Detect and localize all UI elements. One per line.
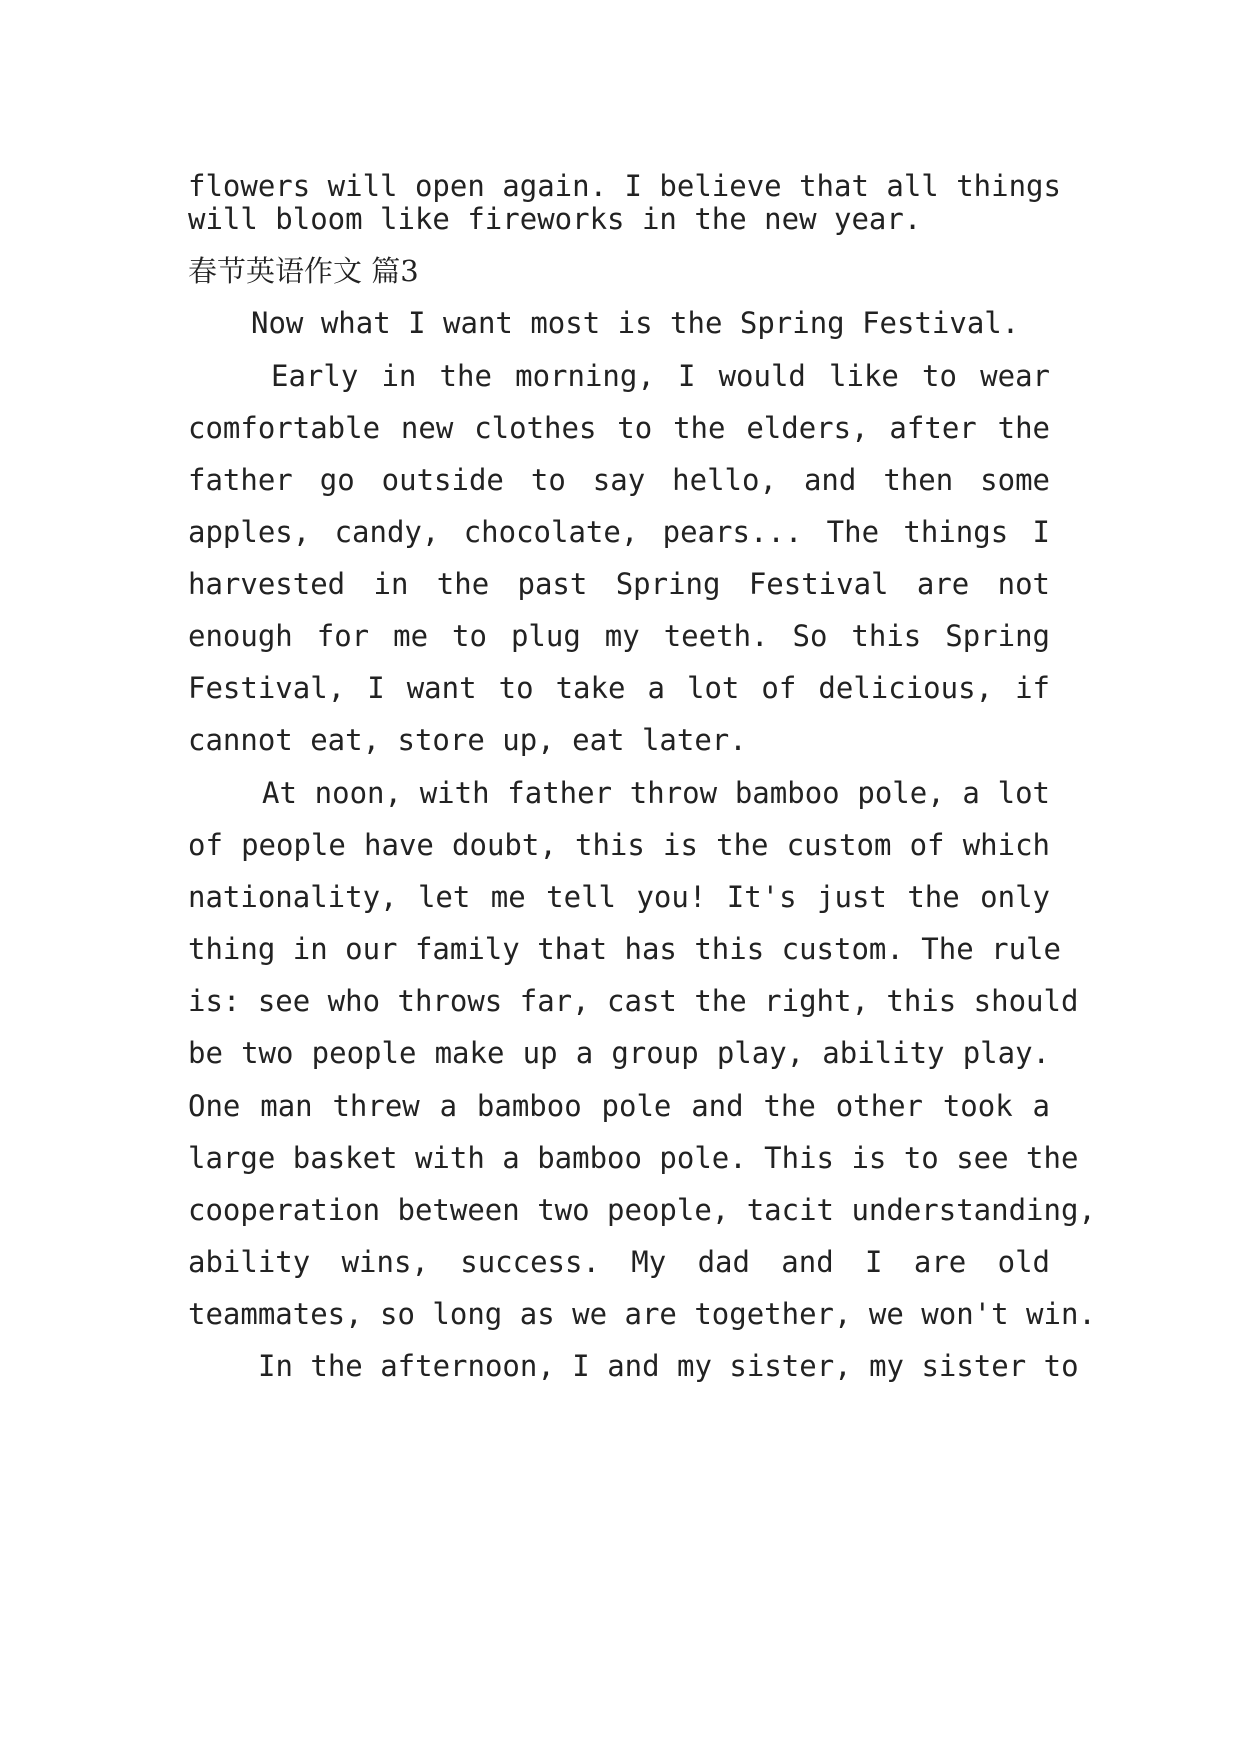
text-line: large basket with a bamboo pole. This is to see the [188,1141,1079,1175]
text-line: thing in our family that has this custom. The rule [188,932,1061,966]
section-heading: 春节英语作文 篇3 [188,254,419,288]
text-line: enough for me to plug my teeth. So this Spring [188,619,1050,653]
text-line: flowers will open again. I believe that all things [188,169,1061,203]
paragraph-first-line: Early in the morning, I would like to wear [271,359,1050,393]
text-line: cooperation between two people, tacit understanding, [188,1193,1096,1227]
text-line: is: see who throws far, cast the right, this should [188,984,1079,1018]
text-line: ability wins, success. My dad and I are old [188,1245,1050,1279]
paragraph-first-line: In the afternoon, I and my sister, my sister to [258,1349,1079,1383]
text-line: One man threw a bamboo pole and the other took a [188,1089,1050,1123]
paragraph-first-line: At noon, with father throw bamboo pole, a lot [262,776,1050,810]
text-line: Festival, I want to take a lot of delicious, if [188,671,1050,705]
text-line: be two people make up a group play, ability play. [188,1036,1050,1070]
text-line: harvested in the past Spring Festival are not [188,567,1050,601]
text-line: apples, candy, chocolate, pears... The things I [188,515,1050,549]
text-line: father go outside to say hello, and then some [188,463,1050,497]
paragraph-first-line: Now what I want most is the Spring Festival. [251,306,1020,340]
text-line: nationality, let me tell you! It's just the only [188,880,1050,914]
text-line: of people have doubt, this is the custom of which [188,828,1050,862]
text-line: cannot eat, store up, eat later. [188,723,747,757]
text-line: comfortable new clothes to the elders, after the [188,411,1050,445]
text-line: will bloom like fireworks in the new year. [188,202,922,236]
text-line: teammates, so long as we are together, we won't win. [188,1297,1096,1331]
